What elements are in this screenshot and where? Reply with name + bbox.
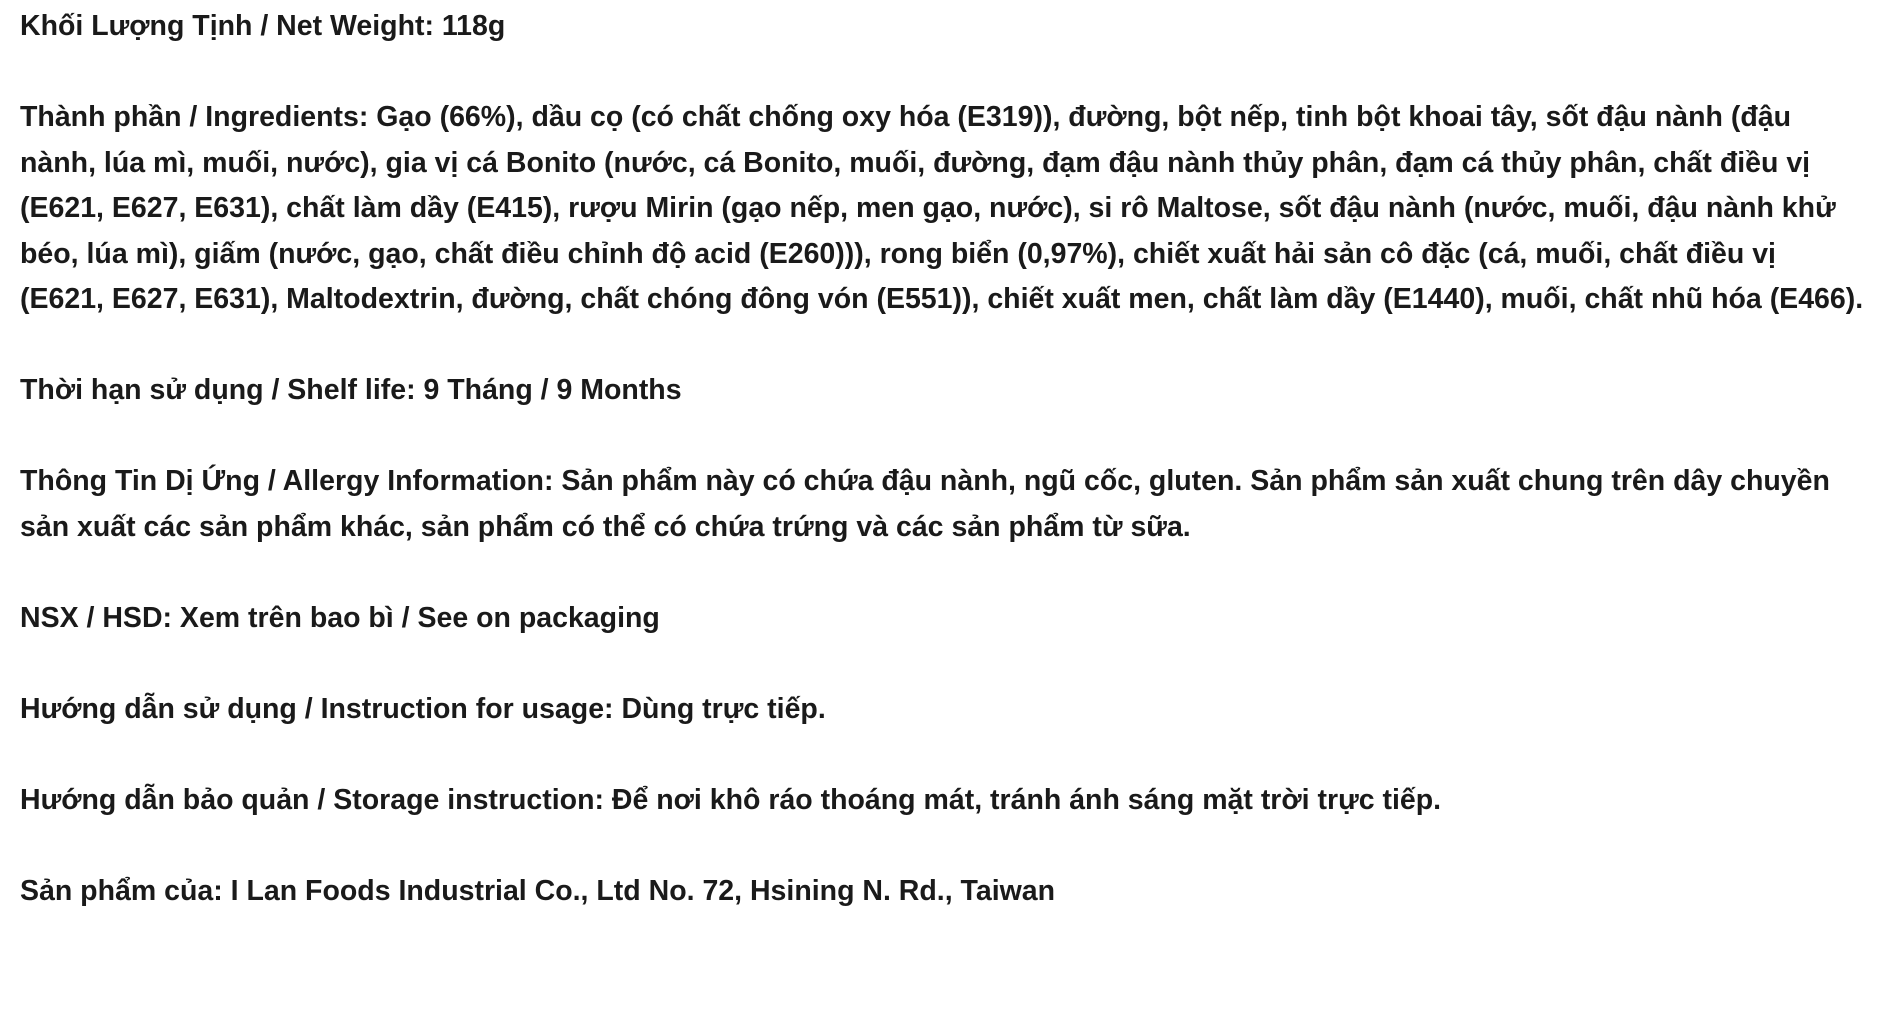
storage-instruction-line: Hướng dẫn bảo quản / Storage instruction: Để nơi khô ráo thoáng mát, tránh ánh sáng mặt trời trực tiếp. <box>20 783 1442 816</box>
allergy-information-paragraph: Thông Tin Dị Ứng / Allergy Information: Sản phẩm này có chứa đậu nành, ngũ cốc, gluten. Sản phẩm sản xuất chung trên dây chuyền sản xuất các sản phẩm khác, sản phẩm có thể có chứa trứng và các sản phẩm từ sữa. <box>20 465 1830 543</box>
usage-instruction-line: Hướng dẫn sử dụng / Instruction for usage: Dùng trực tiếp. <box>20 692 826 725</box>
ingredients-paragraph: Thành phần / Ingredients: Gạo (66%), dầu cọ (có chất chống oxy hóa (E319)), đường, bột nếp, tinh bột khoai tây, sốt đậu nành (đậu nành, lúa mì, muối, nước), gia vị cá Bonito (nước, cá Bonito, muối, đường, đạm đậu nành thủy phân, đạm cá thủy phân, chất điều vị (E621, E627, E631), chất làm dầy (E415), rượu Mirin (gạo nếp, men gạo, nước), si rô Maltose, sốt đậu nành (nước, muối, đậu nành khử béo, lúa mì), giấm (nước, gạo, chất điều chỉnh độ acid (E260))), rong biển (0,97%), chiết xuất hải sản cô đặc (cá, muối, chất điều vị (E621, E627, E631), Maltodextrin, đường, chất chóng đông vón (E551)), chiết xuất men, chất làm dầy (E1440), muối, chất nhũ hóa (E466). <box>20 101 1864 315</box>
manufacturer-line: Sản phẩm của: I Lan Foods Industrial Co., Ltd No. 72, Hsining N. Rd., Taiwan <box>20 874 1056 907</box>
product-info-document <box>20 4 1866 914</box>
shelf-life-line: Thời hạn sử dụng / Shelf life: 9 Tháng / 9 Months <box>20 374 682 406</box>
manufacture-expiry-date-line: NSX / HSD: Xem trên bao bì / See on packaging <box>20 601 660 634</box>
net-weight-line: Khối Lượng Tịnh / Net Weight: 118g <box>20 10 506 42</box>
